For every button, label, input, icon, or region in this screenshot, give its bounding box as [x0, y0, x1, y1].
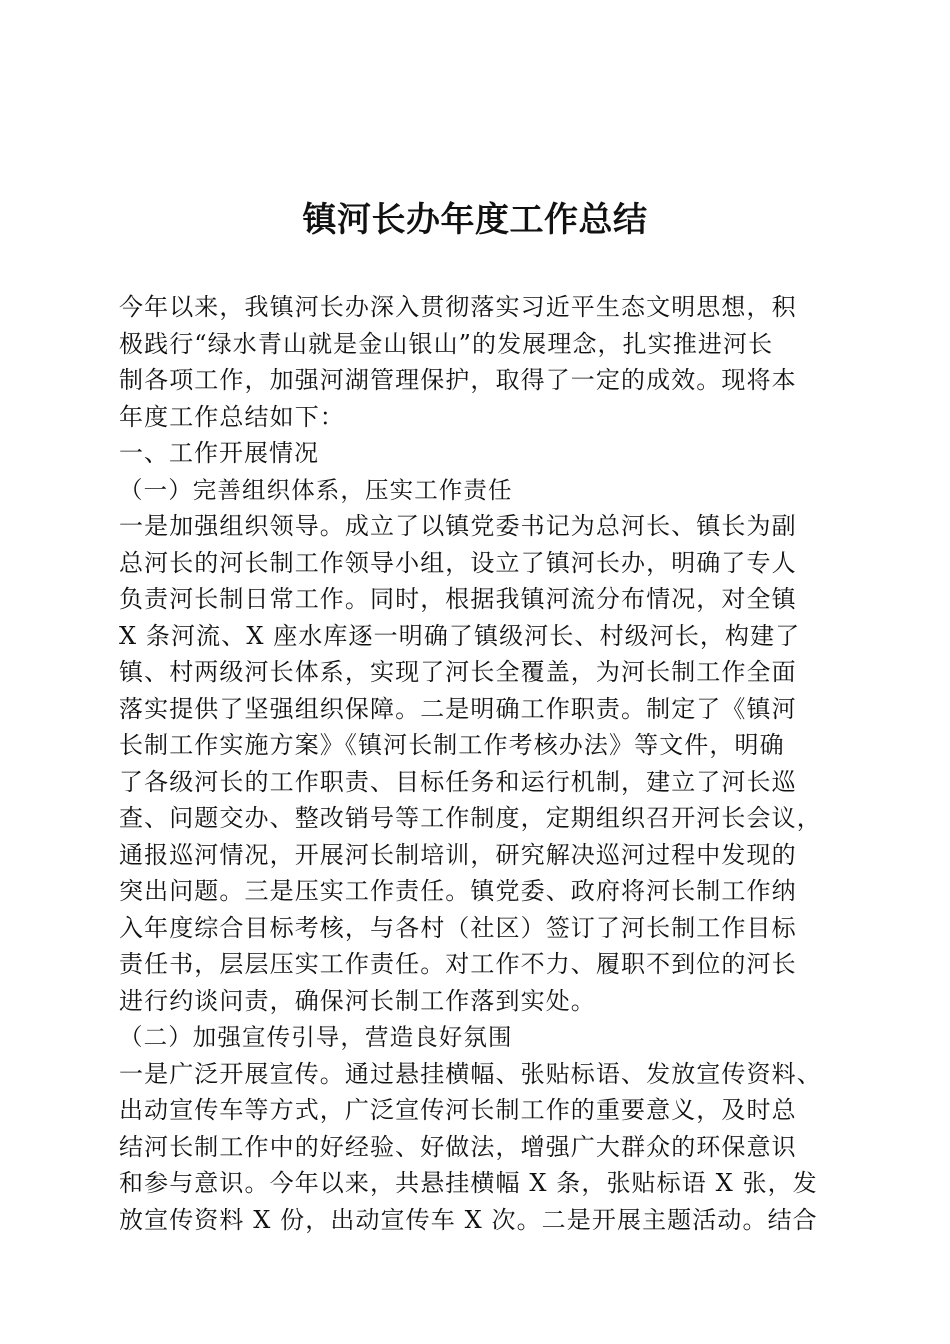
section-heading: 一、工作开展情况 [119, 439, 319, 467]
paragraph-line: 镇、村两级河长体系，实现了河长全覆盖，为河长制工作全面 [119, 658, 797, 686]
paragraph-line: X 条河流、X 座水库逐一明确了镇级河长、村级河长，构建了 [119, 621, 801, 650]
paragraph-line: 通报巡河情况，开展河长制培训，研究解决巡河过程中发现的 [119, 840, 797, 869]
paragraph-line: 结河长制工作中的好经验、好做法，增强广大群众的环保意识 [119, 1132, 797, 1161]
document-body [119, 289, 831, 1238]
subsection-heading: （一）完善组织体系，压实工作责任 [119, 475, 513, 504]
paragraph-line: 放宣传资料 X 份，出动宣传车 X 次。二是开展主题活动。结合 [119, 1205, 818, 1234]
paragraph-line: 一是广泛开展宣传。通过悬挂横幅、张贴标语、发放宣传资料、 [119, 1059, 822, 1088]
paragraph-line: 年度工作总结如下： [119, 402, 345, 431]
paragraph-line: 突出问题。三是压实工作责任。镇党委、政府将河长制工作纳 [119, 877, 797, 905]
paragraph-line: 落实提供了坚强组织保障。二是明确工作职责。制定了《镇河 [119, 694, 797, 723]
paragraph-line: 进行约谈问责，确保河长制工作落到实处。 [119, 986, 596, 1015]
paragraph-line: 长制工作实施方案》《镇河长制工作考核办法》等文件，明确 [119, 731, 785, 759]
paragraph-line: 责任书，层层压实工作责任。对工作不力、履职不到位的河长 [119, 950, 797, 978]
paragraph-line: 一是加强组织领导。成立了以镇党委书记为总河长、镇长为副 [119, 512, 797, 540]
paragraph-line: 和参与意识。今年以来，共悬挂横幅 X 条，张贴标语 X 张，发 [119, 1169, 818, 1197]
subsection-heading: （二）加强宣传引导，营造良好氛围 [119, 1023, 513, 1051]
paragraph-line: 负责河长制日常工作。同时，根据我镇河流分布情况，对全镇 [119, 585, 797, 613]
paragraph-line: 制各项工作，加强河湖管理保护，取得了一定的成效。现将本 [119, 366, 797, 394]
paragraph-line: 出动宣传车等方式，广泛宣传河长制工作的重要意义，及时总 [119, 1096, 797, 1124]
paragraph-line: 总河长的河长制工作领导小组，设立了镇河长办，明确了专人 [119, 548, 797, 577]
document-title: 镇河长办年度工作总结 [302, 200, 648, 240]
paragraph-line: 今年以来，我镇河长办深入贯彻落实习近平生态文明思想，积 [119, 293, 797, 321]
paragraph-line: 了各级河长的工作职责、目标任务和运行机制，建立了河长巡 [119, 767, 797, 796]
paragraph-line: 查、问题交办、整改销号等工作制度，定期组织召开河长会议， [119, 804, 822, 832]
paragraph-line: 极践行“绿水青山就是金山银山”的发展理念，扎实推进河长 [119, 329, 774, 358]
paragraph-line: 入年度综合目标考核，与各村（社区）签订了河长制工作目标 [119, 913, 797, 942]
